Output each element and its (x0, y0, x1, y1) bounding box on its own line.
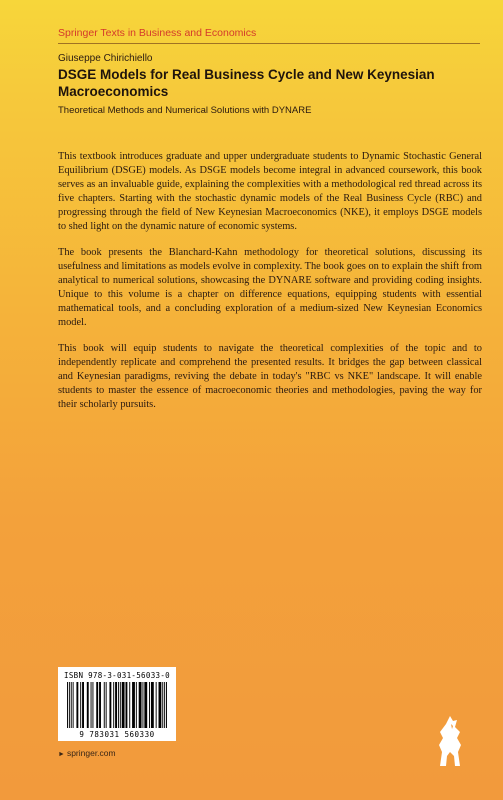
barcode-bar (82, 682, 84, 728)
barcode-bar (156, 682, 157, 728)
book-subtitle: Theoretical Methods and Numerical Solutions with DYNARE (58, 105, 312, 116)
isbn-label: ISBN 978-3-031-56033-0 (64, 671, 170, 680)
barcode-bar (136, 682, 137, 728)
website-link[interactable] (58, 748, 116, 758)
barcode-bar (104, 682, 105, 728)
barcode-bar (76, 682, 78, 728)
barcode-bar (71, 682, 72, 728)
chevron-right-icon: ► (58, 751, 65, 758)
barcode-bar (120, 682, 121, 728)
barcode-bar (118, 682, 119, 728)
author-name: Giuseppe Chirichiello (58, 53, 153, 64)
barcode-bar (129, 682, 130, 728)
blurb-paragraph-3: This book will equip students to navigate the theoretical complexities of the topic and to independently replicate and comprehend the presented results. It bridges the gap between classical and Keynesian paradigms, reviving the debate in today's "RBC vs NKE" landscape. It will enable students to master the essence of macroeconomic theories and methodologies, paving the way for their scholarly pursuits. (58, 343, 482, 410)
barcode-bar (164, 682, 165, 728)
barcode-bar (139, 682, 142, 728)
blurb (58, 150, 482, 424)
barcode-bar (106, 682, 107, 728)
isbn-barcode (58, 667, 176, 741)
series-name: Springer Texts in Business and Economics (58, 27, 257, 39)
barcode-bar (69, 682, 70, 728)
barcode-bar (149, 682, 150, 728)
barcode-bar (125, 682, 127, 728)
barcode-bar (132, 682, 135, 728)
barcode-bar (73, 682, 74, 728)
website-text: springer.com (66, 748, 116, 758)
barcode-bar (87, 682, 89, 728)
barcode-digits: 9 783031 560330 (79, 730, 155, 739)
barcode-bar (115, 682, 117, 728)
barcode-bar (91, 682, 92, 728)
barcode-bar (166, 682, 167, 728)
barcode-bar (151, 682, 154, 728)
springer-horse-logo-icon (430, 712, 470, 772)
barcode-bar (113, 682, 114, 728)
barcode-bar (162, 682, 163, 728)
barcode-bar (109, 682, 111, 728)
barcode-bar (80, 682, 81, 728)
barcode-bar (142, 682, 143, 728)
header-rule (58, 43, 480, 44)
book-title: DSGE Models for Real Business Cycle and New Keynesian Macroeconomics (58, 67, 435, 99)
barcode-bar (159, 682, 162, 728)
blurb-paragraph-1: This textbook introduces graduate and upper undergraduate students to Dynamic Stochastic General Equilibrium (DSGE) models. As DSGE models become integral in advanced coursework, this book serves as an invaluable guide, explaining the complexities with a methodological red thread across its five chapters. Starting with the stochastic dynamic models of the Real Business Cycle (RBC) and progressing through the field of New Keynesian Macroeconomics (NKE), it employs DSGE models to shed light on the dynamic nature of economic systems. (58, 151, 482, 232)
barcode-bar (122, 682, 125, 728)
barcode-bar (96, 682, 98, 728)
barcode-bar (92, 682, 93, 728)
barcode-bar (67, 682, 68, 728)
blurb-paragraph-2: The book presents the Blanchard-Kahn methodology for theoretical solutions, discussing its usefulness and limitations as models evolve in complexity. The book goes on to explain the shift from analytical to numerical solutions, showcasing the DYNARE software and providing coding insights. Unique to this volume is a chapter on difference equations, equipping students with essential mathematical tools, and a concluding exploration of a medium-sized New Keynesian Economics model. (58, 247, 482, 328)
barcode-bar (99, 682, 101, 728)
barcode-bar (144, 682, 147, 728)
barcode-bars (66, 682, 168, 730)
